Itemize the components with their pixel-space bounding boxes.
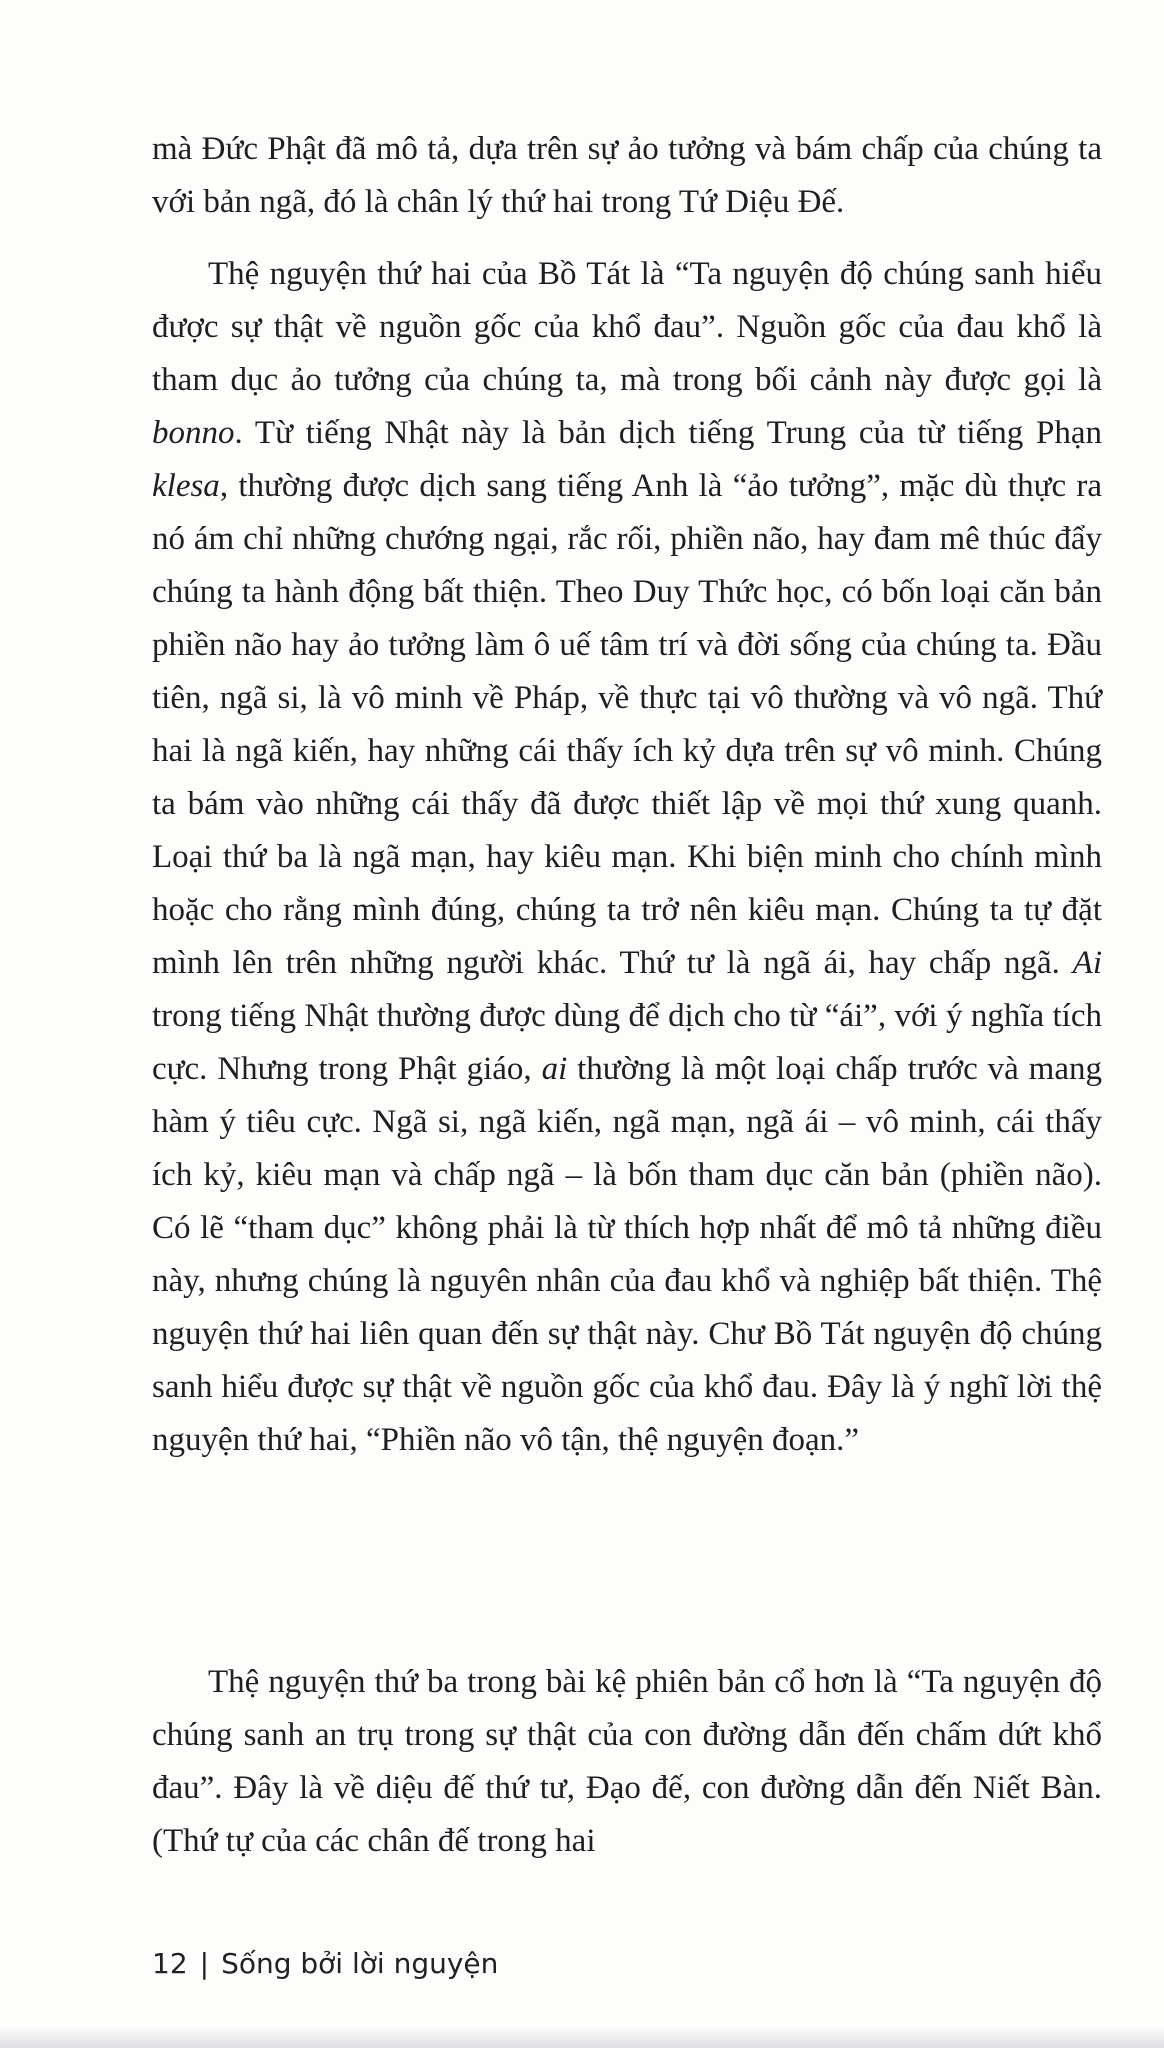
italic-term: bonno (152, 415, 235, 451)
page-footer (152, 1944, 498, 1984)
text-run: . Từ tiếng Nhật này là bản dịch tiếng Trung của từ tiếng Phạn (234, 415, 1102, 451)
paragraph (152, 123, 1102, 229)
paragraph (152, 1656, 1102, 1868)
footer-separator: | (199, 1947, 210, 1980)
paragraph-continuation (152, 123, 1102, 229)
page-edge-shadow (0, 2026, 1164, 2048)
text-run: Thệ nguyện thứ hai của Bồ Tát là “Ta nguyện độ chúng sanh hiểu được sự thật về nguồn gốc của khổ đau”. Nguồn gốc của đau khổ là tham dục ảo tưởng của chúng ta, mà trong bối cảnh này được gọi là (152, 256, 1102, 398)
text-run: trong tiếng Nhật thường được dùng để dịch cho từ “ái”, với ý nghĩa tích cực. Nhưng trong Phật giáo, (152, 998, 1102, 1087)
book-title: Sống bởi lời nguyện (221, 1947, 499, 1980)
text-run: thường là một loại chấp trước và mang hàm ý tiêu cực. Ngã si, ngã kiến, ngã mạn, ngã ái – vô minh, cái thấy ích kỷ, kiêu mạn và chấp ngã – là bốn tham dục căn bản (phiền não). Có lẽ “tham dục” không phải là từ thích hợp nhất để mô tả những điều này, nhưng chúng là nguyên nhân của đau khổ và nghiệp bất thiện. Thệ nguyện thứ hai liên quan đến sự thật này. Chư Bồ Tát nguyện độ chúng sanh hiểu được sự thật về nguồn gốc của khổ đau. Đây là ý nghĩ lời thệ nguyện thứ hai, “Phiền não vô tận, thệ nguyện đoạn.” (152, 1051, 1102, 1458)
paragraph-third-vow (152, 1656, 1102, 1868)
paragraph-second-vow (152, 248, 1102, 1467)
text-run: Thệ nguyện thứ ba trong bài kệ phiên bản cổ hơn là “Ta nguyện độ chúng sanh an trụ trong sự thật của con đường dẫn đến chấm dứt khổ đau”. Đây là về diệu đế thứ tư, Đạo đế, con đường dẫn đến Niết Bàn. (Thứ tự của các chân đế trong hai (152, 1664, 1102, 1859)
italic-term: klesa (152, 468, 220, 504)
text-run: , thường được dịch sang tiếng Anh là “ảo tưởng”, mặc dù thực ra nó ám chỉ những chướng ngại, rắc rối, phiền não, hay đam mê thúc đẩy chúng ta hành động bất thiện. Theo Duy Thức học, có bốn loại căn bản phiền não hay ảo tưởng làm ô uế tâm trí và đời sống của chúng ta. Đầu tiên, ngã si, là vô minh về Pháp, về thực tại vô thường và vô ngã. Thứ hai là ngã kiến, hay những cái thấy ích kỷ dựa trên sự vô minh. Chúng ta bám vào những cái thấy đã được thiết lập về mọi thứ xung quanh. Loại thứ ba là ngã mạn, hay kiêu mạn. Khi biện minh cho chính mình hoặc cho rằng mình đúng, chúng ta trở nên kiêu mạn. Chúng ta tự đặt mình lên trên những người khác. Thứ tư là ngã ái, hay chấp ngã. (152, 468, 1102, 981)
page-number: 12 (152, 1947, 188, 1980)
italic-term: Ai (1072, 945, 1102, 981)
paragraph (152, 248, 1102, 1467)
text-run: mà Đức Phật đã mô tả, dựa trên sự ảo tưởng và bám chấp của chúng ta với bản ngã, đó là chân lý thứ hai trong Tứ Diệu Đế. (152, 131, 1102, 220)
italic-term: ai (541, 1051, 568, 1087)
